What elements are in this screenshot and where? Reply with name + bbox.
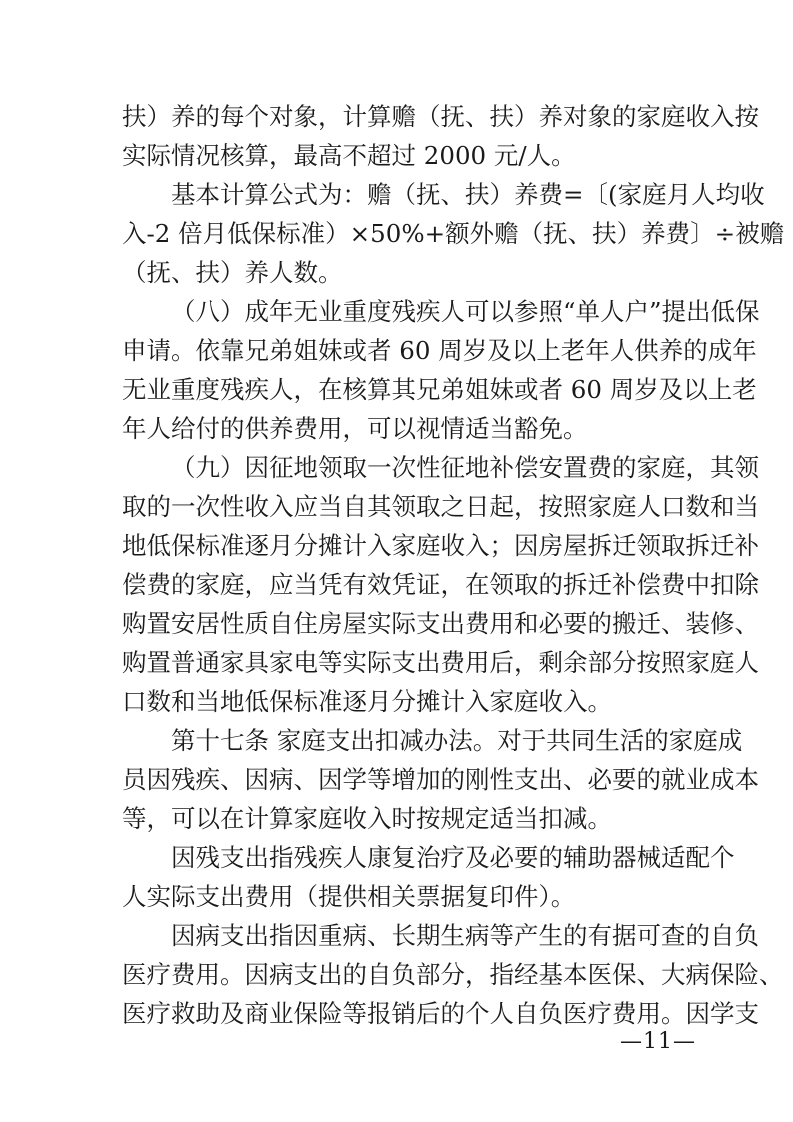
text-line: 医疗救助及商业保险等报销后的个人自负医疗费用。因学支: [122, 999, 759, 1028]
text-line: （九）因征地领取一次性征地补偿安置费的家庭，其领: [171, 453, 759, 482]
text-line: 实际情况核算，最高不超过 2000 元/人。: [122, 141, 576, 170]
text-line: 口数和当地低保标准逐月分摊计入家庭收入。: [122, 687, 612, 716]
text-line: 扶）养的每个对象，计算赡（抚、扶）养对象的家庭收入按: [122, 102, 759, 131]
text-line: 等，可以在计算家庭收入时按规定适当扣减。: [122, 804, 612, 833]
text-line: 年人给付的供养费用，可以视情适当豁免。: [122, 414, 588, 443]
text-line: 申请。依靠兄弟姐妹或者 60 周岁及以上老年人供养的成年: [122, 336, 757, 365]
text-line: 人实际支出费用（提供相关票据复印件）。: [122, 882, 576, 911]
text-line: 取的一次性收入应当自其领取之日起，按照家庭人口数和当: [122, 492, 759, 521]
text-line: （八）成年无业重度残疾人可以参照“单人户”提出低保: [171, 297, 760, 326]
page-number: —11—: [620, 1029, 696, 1054]
text-line: 因病支出指因重病、长期生病等产生的有据可查的自负: [171, 921, 759, 950]
text-line: 入-2 倍月低保标准）×50%+额外赡（抚、扶）养费〕÷被赡: [122, 219, 785, 248]
text-line: 购置普通家具家电等实际支出费用后，剩余部分按照家庭人: [122, 648, 759, 677]
text-line: 无业重度残疾人，在核算其兄弟姐妹或者 60 周岁及以上老: [122, 375, 757, 404]
article-heading-line: 第十七条 家庭支出扣减办法。对于共同生活的家庭成: [171, 726, 743, 755]
text-line: 员因残疾、因病、因学等增加的刚性支出、必要的就业成本: [122, 765, 759, 794]
text-line: 因残支出指残疾人康复治疗及必要的辅助器械适配个: [171, 843, 735, 872]
text-line: 购置安居性质自住房屋实际支出费用和必要的搬迁、装修、: [122, 609, 759, 638]
text-line: 基本计算公式为：赡（抚、扶）养费=〔(家庭月人均收: [171, 180, 765, 209]
text-line: 偿费的家庭，应当凭有效凭证，在领取的拆迁补偿费中扣除: [122, 570, 759, 599]
text-line: 地低保标准逐月分摊计入家庭收入；因房屋拆迁领取拆迁补: [122, 531, 759, 560]
text-line: 医疗费用。因病支出的自负部分，指经基本医保、大病保险、: [122, 960, 784, 989]
text-line: （抚、扶）养人数。: [122, 258, 343, 287]
